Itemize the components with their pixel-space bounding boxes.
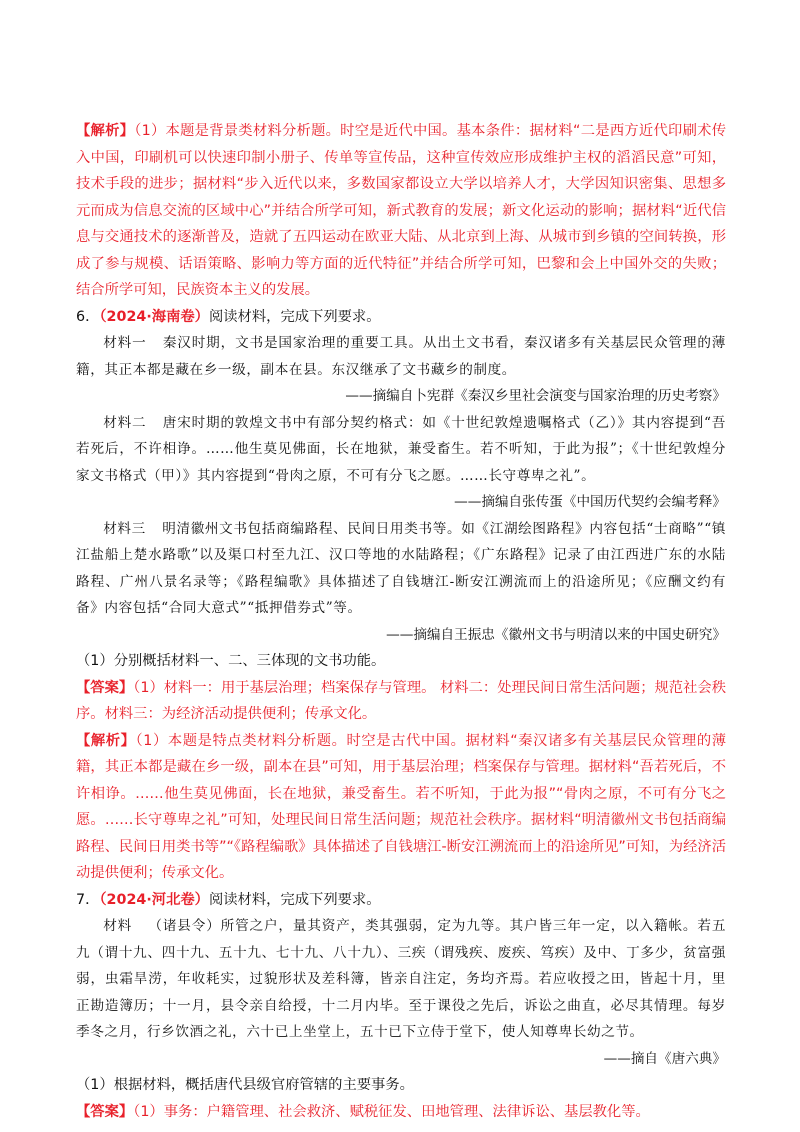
material-label: 材料一 <box>103 335 147 351</box>
material-label: 材料三 <box>103 520 146 537</box>
material-label: 材料二 <box>103 414 147 431</box>
material-2-citation: ——摘编自张传蛋《中国历代契约会编考释》 <box>454 494 726 510</box>
analysis-text: （1）本题是特点类材料分析题。时空是古代中国。据材料“秦汉诸多有关基层民众管理的薄籍，其正本都是藏在乡一级，副本在县”可知，用于基层治理；档案保存与管理。据材料“吾若死后，不许相诤。……他生莫见佛面，长在地狱，兼受畜生。若不听知，于此为报”“骨肉之原，不可有分飞之愿。……长守尊卑之礼”可知，处理民间日常生活问题；规范社会秩序。据材料“明清徽州文书包括商编路程、民间日用类书等”“《路程编歌》具体描述了自钱塘江-断安江溯流而上的沿途所见”可知，为经济活动提供便利；传承文化。 <box>76 732 726 881</box>
analysis-tag: 【解析】 <box>76 123 135 139</box>
material-1-citation: ——摘编自卜宪群《秦汉乡里社会演变与国家治理的历史考察》 <box>345 388 726 404</box>
question-source: （2024·河北卷） <box>99 891 209 908</box>
material-2 <box>76 410 726 490</box>
question-7-answer <box>76 1099 726 1126</box>
question-source: （2024·海南卷） <box>99 308 209 325</box>
question-6-header <box>76 304 726 331</box>
material-text: 秦汉时期，文书是国家治理的重要工具。从出土文书看，秦汉诸多有关基层民众管理的薄籍，其正本都是藏在乡一级，副本在县。东汉继承了文书藏乡的制度。 <box>76 335 726 378</box>
question-7-header <box>76 887 726 914</box>
question-6-subquestion: （1）分别概括材料一、二、三体现的文书功能。 <box>76 653 386 669</box>
question-prompt: 阅读材料，完成下列要求。 <box>208 308 381 325</box>
material-1 <box>76 330 726 383</box>
question-6-answer <box>76 675 726 728</box>
question-6-analysis <box>76 728 726 887</box>
question-number: 6． <box>76 308 100 325</box>
material-text: 明清徽州文书包括商编路程、民间日用类书等。如《江湖绘图路程》内容包括“士商略”“镇江盐船上楚水路歌”以及渠口村至九江、汉口等地的水陆路程；《广东路程》记录了由江西进广东的水陆路程、广州八景名录等；《路程编歌》具体描述了自钱塘江-断安江溯流而上的沿途所见；《应酬文约有备》内容包括“合同大意式”“抵押借券式”等。 <box>76 520 726 616</box>
question-7-subquestion: （1）根据材料，概括唐代县级官府管辖的主要事务。 <box>76 1077 414 1093</box>
question-number: 7． <box>76 891 100 908</box>
material-text: 唐宋时期的敦煌文书中有部分契约格式：如《十世纪敦煌遗嘱格式（乙）》其内容提到“吾若死后，不许相诤。……他生莫见佛面，长在地狱，兼受畜生。若不听知，于此为报”；《十世纪敦煌分家文书格式（甲）》其内容提到“骨肉之原，不可有分飞之愿。……长守尊卑之礼”。 <box>76 414 726 484</box>
q5-analysis <box>76 118 726 304</box>
answer-text: （1）材料一：用于基层治理；档案保存与管理。 材料二：处理民间日常生活问题；规范社会秩序。材料三：为经济活动提供便利；传承文化。 <box>76 679 726 722</box>
material-3-citation: ——摘编自王振忠《徽州文书与明清以来的中国史研究》 <box>386 626 726 643</box>
question-prompt: 阅读材料，完成下列要求。 <box>208 891 381 908</box>
analysis-text: （1）本题是背景类材料分析题。时空是近代中国。基本条件：据材料“二是西方近代印刷术传入中国，印刷机可以快速印制小册子、传单等宣传品，这种宣传效应形成维护主权的滔滔民意”可知，技术手段的进步；据材料“步入近代以来，多数国家都设立大学以培养人才，大学因知识密集、思想多元而成为信息交流的区域中心”并结合所学可知，新式教育的发展；新文化运动的影响；据材料“近代信息与交通技术的逐渐普及，造就了五四运动在欧亚大陆、从北京到上海、从城市到乡镇的空间转换，形成了参与规模、话语策略、影响力等方面的近代特征”并结合所学可知，巴黎和会上中国外交的失败；结合所学可知，民族资本主义的发展。 <box>76 123 726 298</box>
answer-text: （1）事务：户籍管理、社会救济、赋税征发、田地管理、法律诉讼、基层教化等。 <box>133 1103 650 1120</box>
material-3 <box>76 516 726 622</box>
analysis-tag: 【解析】 <box>76 732 136 749</box>
material-text: （诸县令）所管之户，量其资产，类其强弱，定为九等。其户皆三年一定，以入籍帐。若五九（谓十九、四十九、五十九、七十九、八十九）、三疾（谓残疾、废疾、笃疾）及中、丁多少，贫富强弱，虫霜旱涝，年收耗实，过貌形状及差科簿，皆亲自注定，务均齐焉。若应收授之田，皆起十月，里正勘造簿历；十一月，县令亲自给授，十二月内毕。至于课役之先后，诉讼之曲直，必尽其情理。每岁季冬之月，行乡饮酒之礼，六十已上坐堂上，五十已下立侍于堂下，使人知尊卑长幼之节。 <box>76 918 727 1040</box>
material-q7 <box>76 913 726 1046</box>
document-content <box>76 118 726 1125</box>
material-q7-citation: ——摘自《唐六典》 <box>603 1050 726 1067</box>
answer-tag: 【答案】 <box>76 1103 134 1120</box>
material-label: 材料 <box>103 918 133 934</box>
answer-tag: 【答案】 <box>76 679 134 696</box>
